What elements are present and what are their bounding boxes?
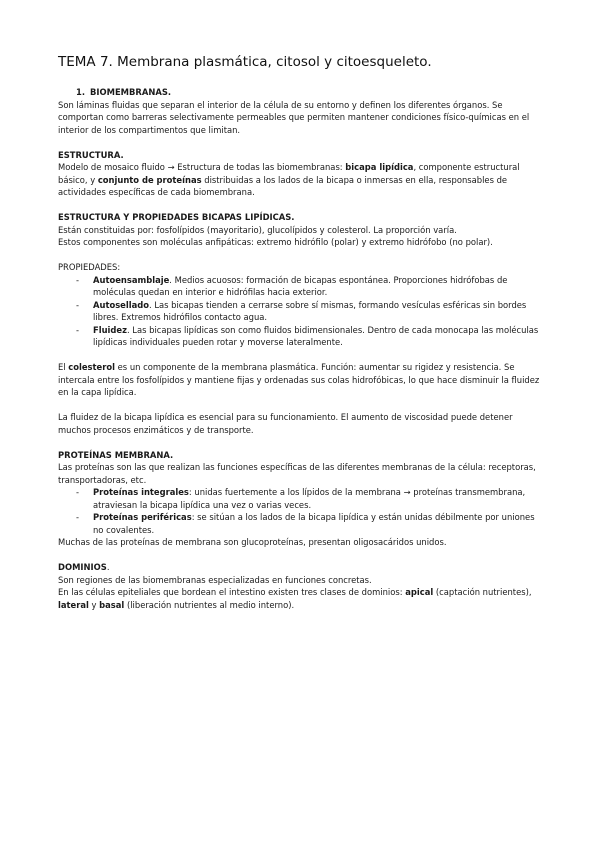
list-item — [58, 299, 542, 324]
text-run: El — [58, 362, 69, 372]
paragraph-anfipaticas: Estos componentes son moléculas anfipáticas: extremo hidrófilo (polar) y extremo hidrófobo (no polar). — [58, 237, 493, 247]
list-item — [58, 274, 542, 299]
bold-term: Fluidez — [93, 324, 127, 335]
text-run: . Las bicapas lipídicas son como fluidos bidimensionales. Dentro de cada monocapa las moléculas lipídicas individuales pueden rotar y moverse lateralmente. — [93, 324, 539, 347]
text-run: : se sitúan a los lados de la bicapa lipídica y están unidas débilmente por uniones no covalentes. — [93, 512, 535, 535]
text-run: . — [106, 562, 110, 572]
text-run: En las células epiteliales que bordean el intestino existen tres clases de dominios: — [58, 587, 406, 597]
text-run: . Las bicapas tienden a cerrarse sobre sí mismas, formando vesículas esféricas sin bordes libres. Extremos hidrófilos contacto agua. — [93, 299, 527, 322]
dash-marker: - — [76, 324, 80, 335]
section-heading-text: BIOMEMBRANAS. — [90, 87, 172, 97]
text-run: y — [88, 599, 100, 610]
dash-marker: - — [76, 487, 80, 497]
paragraph-colesterol — [58, 361, 542, 399]
list-item — [58, 324, 542, 349]
section-heading-dominios — [58, 561, 542, 574]
bold-term: lateral — [58, 599, 89, 610]
text-run: : unidas fuertemente a los lípidos de la membrana → proteínas transmembrana, atraviesan la bicapa lipídica una vez o varias veces. — [93, 487, 526, 510]
propiedades-list — [58, 274, 542, 349]
paragraph-epiteliales — [58, 586, 542, 611]
bold-term: Proteínas integrales — [93, 487, 189, 497]
bold-term: conjunto de proteínas — [97, 174, 202, 185]
paragraph-constituidas: Están constituidas por: fosfolípidos (mayoritario), glucolípidos y colesterol. La proporción varía. — [58, 224, 457, 235]
bold-term: bicapa lipídica — [345, 162, 414, 172]
section-heading-biomembranas — [58, 86, 542, 99]
text-run: distribuidas a los lados de la bicapa o inmersas en ella, responsables de actividades específicas de cada biomembrana. — [58, 174, 508, 197]
paragraph-glucoproteinas: Muchas de las proteínas de membrana son glucoproteínas, presentan oligosacáridos unidos. — [58, 537, 447, 547]
bold-term: Autosellado — [93, 299, 150, 310]
bold-term: Proteínas periféricas — [93, 512, 192, 522]
dash-marker: - — [76, 299, 80, 310]
page-title: TEMA 7. Membrana plasmática, citosol y citoesqueleto. — [58, 54, 432, 70]
text-run: (liberación nutrientes al medio interno). — [124, 599, 295, 610]
bold-term: Autoensamblaje — [93, 274, 170, 285]
paragraph-fluidez: La fluidez de la bicapa lipídica es esencial para su funcionamiento. El aumento de viscosidad puede detener muchos procesos enzimáticos y de transporte. — [58, 412, 513, 435]
section-number: 1. — [76, 87, 86, 97]
bold-term: basal — [99, 599, 125, 610]
section-heading-proteinas: PROTEÍNAS MEMBRANA. — [58, 449, 174, 460]
list-item — [58, 486, 542, 511]
section-heading-bicapas: ESTRUCTURA Y PROPIEDADES BICAPAS LIPÍDICAS. — [58, 212, 295, 222]
text-run: , componente estructural básico, y — [58, 162, 520, 185]
text-run: (captación nutrientes), — [433, 587, 532, 597]
text-run: Modelo de mosaico fluido → Estructura de todas las biomembranas: — [58, 162, 346, 172]
proteinas-list — [58, 486, 542, 536]
paragraph-biomembranas: Son láminas fluidas que separan el interior de la célula de su entorno y definen los diferentes órganos. Se comportan como barreras selectivamente permeables que permiten mantener condiciones físico-químicas en el interior de los compartimentos que limitan. — [58, 99, 530, 135]
section-heading-estructura: ESTRUCTURA. — [58, 149, 124, 160]
bold-term: DOMINIOS — [58, 562, 107, 572]
bold-term: colesterol — [68, 362, 115, 372]
paragraph-regiones: Son regiones de las biomembranas especializadas en funciones concretas. — [58, 574, 372, 585]
paragraph-estructura — [58, 161, 542, 199]
dash-marker: - — [76, 274, 80, 285]
dash-marker: - — [76, 512, 80, 522]
list-item — [58, 511, 542, 536]
propiedades-label: PROPIEDADES: — [58, 262, 121, 272]
paragraph-proteinas-intro: Las proteínas son las que realizan las funciones específicas de las diferentes membranas de la célula: receptoras, transportadoras, etc. — [58, 462, 536, 485]
text-run: . Medios acuosos: formación de bicapas espontánea. Proporciones hidrófobas de moléculas quedan en interior e hidrófilas hacia exterior. — [93, 274, 508, 297]
bold-term: apical — [405, 587, 434, 597]
document-body — [58, 86, 542, 611]
text-run: es un componente de la membrana plasmática. Función: aumentar su rigidez y resistencia. Se intercala entre los fosfolípidos y mantiene fijas y ordenadas sus colas hidrofóbicas, lo que hace disminuir la fluidez en la capa lipídica. — [58, 362, 540, 397]
